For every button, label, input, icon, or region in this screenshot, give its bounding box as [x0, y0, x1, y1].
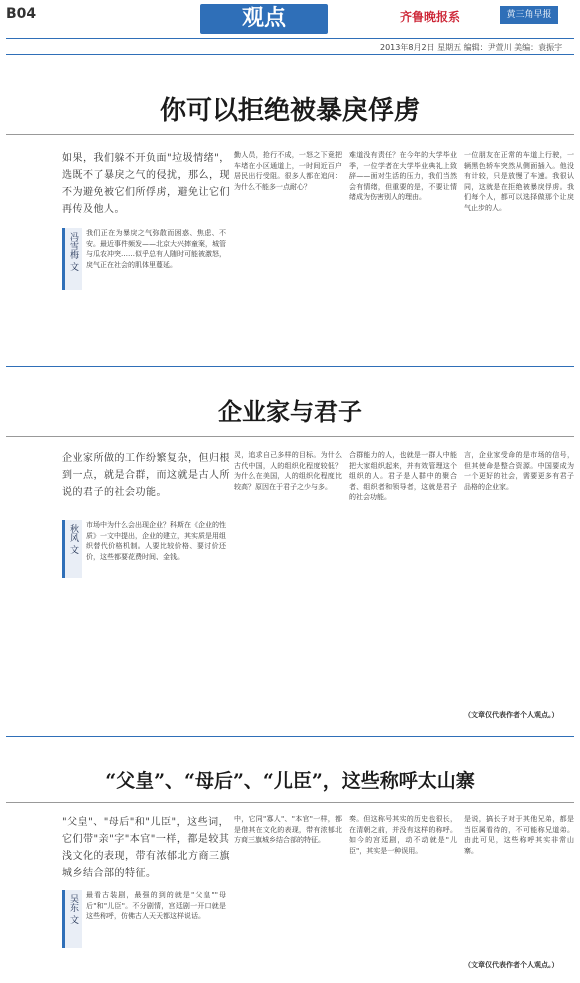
section-title: 观点 [200, 4, 328, 34]
author-byline: 秋风 文 [62, 520, 82, 578]
article-column: 中，它同"寡人"、"本官"一样，都是借其在文化的表现，带有浓郁北方商三旗城乡结合部的特征。 [234, 815, 342, 845]
paper-logo: 齐鲁晚报系 [400, 10, 461, 24]
title-underline [6, 134, 574, 135]
page-code: B04 [6, 6, 37, 22]
article-lead: 企业家所做的工作纷繁复杂，但归根到一点，就是合群，而这就是古人所说的君子的社会功能。 [62, 453, 230, 498]
article-column: 最看古装剧，最强的到的就是"父皇""母后"和"儿臣"。不分剧情，宫廷剧一开口就是这些称呼，仿佛古人天天都这样说话。 [86, 891, 226, 921]
article-2 [6, 370, 574, 730]
article-lead: "父皇"、"母后"和"儿臣"，这些词，它们带"亲"字"本官"一样，都是较其浅文化的表现，带有浓郁北方商三旗城乡结合部的特征。 [62, 817, 230, 879]
article-column: 是说，搞长子对于其他兄弟，都是当臣属看待的，不可能称兄道弟。由此可见，这些称呼其实非常山寨。 [464, 815, 574, 855]
article-column: 勤人员，抢行不成，一怒之下竟把车堵在小区通道上，一时间近百户居民出行受阻。很多人都在追问：为什么不能多一点耐心？ [234, 151, 342, 191]
header-rule [6, 38, 574, 39]
title-underline [6, 436, 574, 437]
article-1 [6, 60, 574, 360]
article-3 [6, 740, 574, 980]
article-lead: 如果，我们躲不开负面"垃圾情绪"，选既不了暴戾之气的侵扰，那么，现不为避免被它们所俘虏，避免让它们再传及他人。 [62, 153, 230, 215]
article-column: 灵，追求自己多样的目标。为什么古代中国，人的组织化程度较低？为什么在美国，人的组织化程度比较高？原因在于君子之少与多。 [234, 451, 342, 491]
title-underline [6, 802, 574, 803]
article-column: 合群能力的人，也就是一群人中能把大家组织起来，并有效管理这个组织的人。君子是人群中的聚合者、组织者和领导者，这就是君子的社会功能。 [349, 451, 457, 502]
article-end-note: （文章仅代表作者个人观点。） [464, 961, 559, 969]
article-column: 我们正在为暴戾之气弥散而困惑、焦虑、不安。最近事件频发——北京大兴摔童案，城管与瓜农冲突……似乎总有人随时可能被激怒，戾气正在社会的肌体里蔓延。 [86, 229, 226, 269]
article-title: 你可以拒绝被暴戾俘虏 [159, 96, 420, 126]
article-column: 市场中为什么会出现企业？科斯在《企业的性质》一文中提出，企业的建立，其实质是用组织替代价格机制。人要比较价格、要讨价还价，这些都要花费时间、金钱。 [86, 521, 226, 561]
header-rule-2 [6, 54, 574, 55]
article-title: “父皇”、“母后”、“儿臣”，这些称呼太山寨 [105, 770, 475, 792]
article-column: 难道没有责任？在今年的大学毕业季，一位学者在大学毕业典礼上致辞——面对生活的压力，我们当然会有情绪，但重要的是，不要让情绪成为伤害别人的理由。 [349, 151, 457, 202]
article-column: 言，企业家受命的是市场的信号，但其使命是整合资源。中国要成为一个更好的社会，需要更多有君子品格的企业家。 [464, 451, 574, 491]
article-separator [6, 736, 574, 737]
author-byline: 冯雪梅 文 [62, 228, 82, 290]
article-end-note: （文章仅代表作者个人观点。） [464, 711, 559, 719]
article-column: 奏。但这称号其实的历史也很长，在清朝之前，并没有这样的称呼。如今的宫廷剧，动不动就是"儿臣"，其实是一种误用。 [349, 815, 457, 855]
issue-meta: 2013年8月2日 星期五 编辑：尹萱川 美编：袁振宇 [380, 43, 563, 52]
article-column: 一位朋友在正常的车道上行驶，一辆黑色轿车突然从侧面插入。他没有计较，只是放慢了车速。我很认同，这就是在拒绝被暴戾俘虏。我们每个人，都可以选择做那个让戾气止步的人。 [464, 151, 574, 212]
article-title: 企业家与君子 [218, 397, 362, 426]
article-separator [6, 366, 574, 367]
author-byline: 吴东 文 [62, 890, 82, 948]
edition-badge: 黄三角早报 [500, 6, 558, 24]
